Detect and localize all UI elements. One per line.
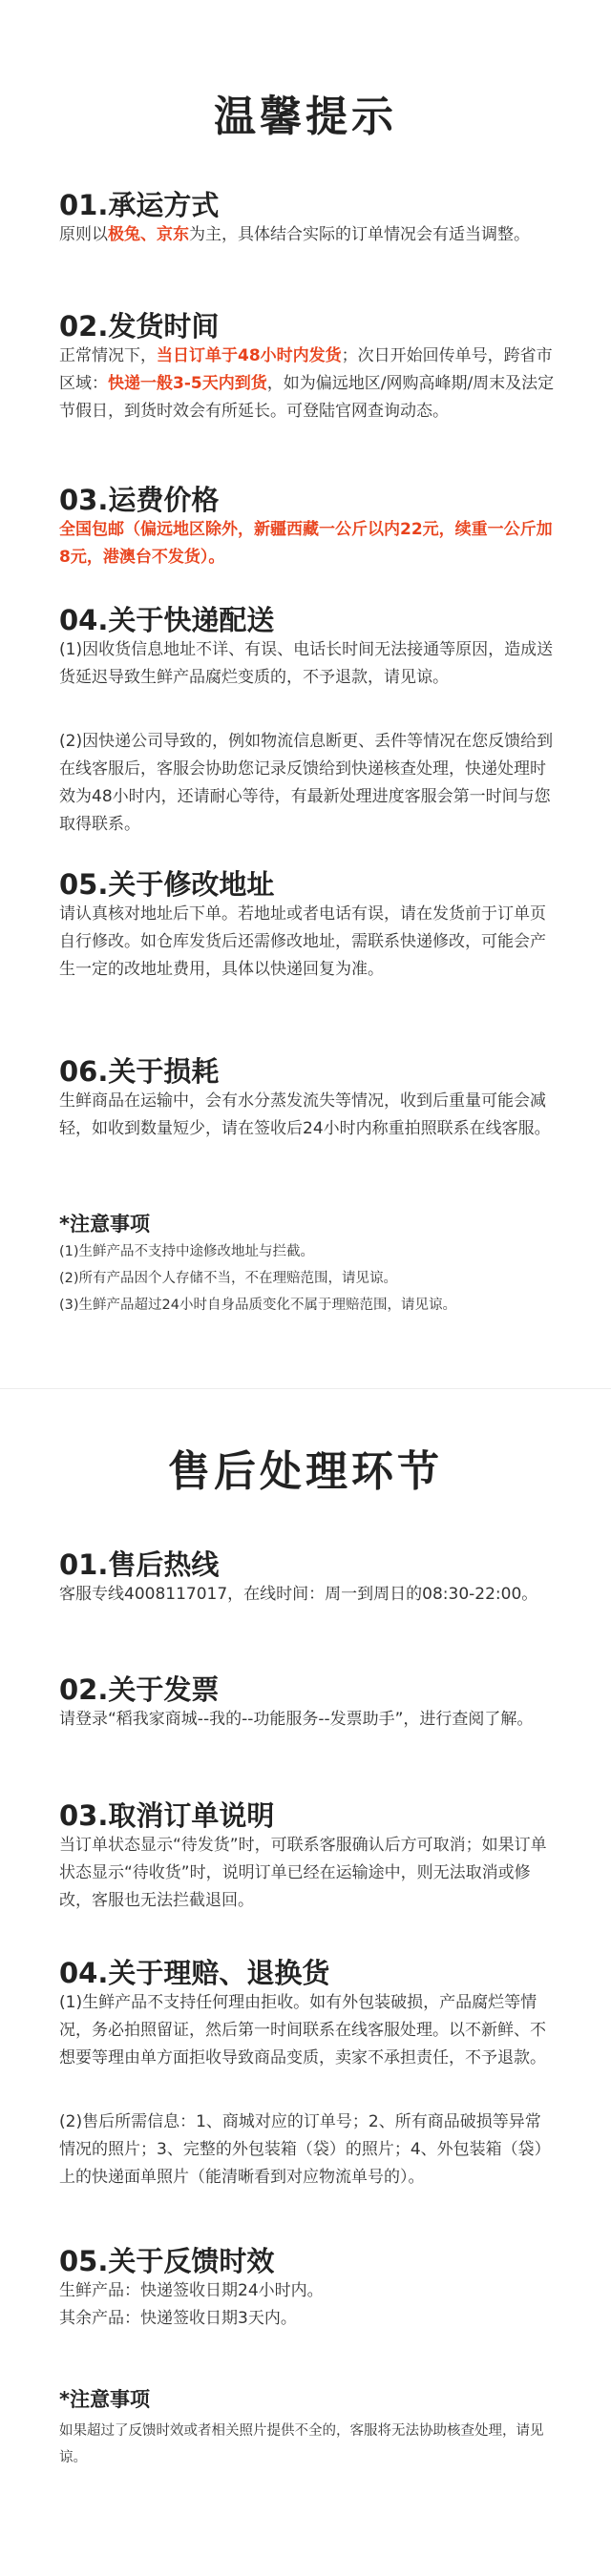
section-divider	[0, 1388, 611, 1389]
highlight-carriers: 极兔、京东	[108, 225, 189, 244]
section-title-tips: 温馨提示	[214, 93, 397, 141]
heading-feedback-time: 05.关于反馈时效	[59, 2245, 275, 2277]
heading-invoice: 02.关于发票	[59, 1673, 220, 1706]
text-delivery-2: (2)因快递公司导致的，例如物流信息断更、丢件等情况在您反馈给到在线客服后，客服会协助您记录反馈给到快递核查处理，快递处理时效为48小时内，还请耐心等待，有最新处理进度客服会第一时间与您取得联系。	[59, 732, 554, 834]
highlight-48h: 当日订单于48小时内发货	[157, 346, 342, 365]
text-loss: 生鲜商品在运输中，会有水分蒸发流失等情况，收到后重量可能会减轻，如收到数量短少，请在签收后24小时内称重拍照联系在线客服。	[59, 1091, 551, 1138]
section-title-after-sales: 售后处理环节	[168, 1447, 443, 1496]
heading-change-address: 05.关于修改地址	[59, 868, 275, 901]
heading-loss: 06.关于损耗	[59, 1055, 220, 1088]
text-feedback-fresh: 生鲜产品：快递签收日期24小时内。	[59, 2281, 324, 2300]
notes-line-3: (3)生鲜产品超过24小时自身品质变化不属于理赔范围，请见谅。	[59, 1298, 456, 1313]
text-change-address: 请认真核对地址后下单。若地址或者电话有误，请在发货前于订单页自行修改。如仓库发货后还需修改地址，需联系快递修改，可能会产生一定的改地址费用，具体以快递回复为准。	[59, 904, 546, 979]
notes-heading-1: *注意事项	[59, 1213, 150, 1236]
text-hotline: 客服专线4008117017，在线时间：周一到周日的08:30-22:00。	[59, 1585, 538, 1604]
notes-line-2: (2)所有产品因个人存储不当，不在理赔范围，请见谅。	[59, 1271, 398, 1286]
text-shipping-method: 原则以极兔、京东为主，具体结合实际的订单情况会有适当调整。	[59, 225, 530, 244]
text-delivery-time: 正常情况下，当日订单于48小时内发货；次日开始回传单号，跨省市区域：快递一般3-5天内到货，如为偏远地区/网购高峰期/周末及法定节假日，到货时效会有所延长。可登陆官网查询动态。	[59, 346, 555, 421]
text-cancel-order: 当订单状态显示“待发货”时，可联系客服确认后方可取消；如果订单状态显示“待收货”时，说明订单已经在运输途中，则无法取消或修改，客服也无法拦截退回。	[59, 1836, 547, 1910]
text-shipping-fee	[59, 516, 556, 571]
notes-text-2: 如果超过了反馈时效或者相关照片提供不全的，客服将无法协助核查处理，请见谅。	[59, 2423, 544, 2465]
text-claims-returns-2: (2)售后所需信息：1、商城对应的订单号；2、所有商品破损等异常情况的照片；3、完整的外包装箱（袋）的照片；4、外包装箱（袋）上的快递面单照片（能清晰看到对应物流单号的）。	[59, 2112, 551, 2187]
heading-shipping-method: 01.承运方式	[59, 189, 220, 221]
heading-cancel-order: 03.取消订单说明	[59, 1799, 275, 1832]
highlight-free-shipping: 全国包邮（偏远地区除外，新疆西藏一公斤以内22元，续重一公斤加8元，港澳台不发货）。	[59, 520, 553, 567]
notes-line-1: (1)生鲜产品不支持中途修改地址与拦截。	[59, 1244, 315, 1259]
text-feedback-other: 其余产品：快递签收日期3天内。	[59, 2309, 297, 2328]
highlight-3-5-days: 快递一般3-5天内到货	[108, 374, 267, 393]
text-claims-returns-1: (1)生鲜产品不支持任何理由拒收。如有外包装破损，产品腐烂等情况，务必拍照留证，然后第一时间联系在线客服处理。以不新鲜、不想要等理由单方面拒收导致商品变质，卖家不承担责任，不予退款。	[59, 1993, 546, 2067]
text-delivery-1: (1)因收货信息地址不详、有误、电话长时间无法接通等原因，造成送货延迟导致生鲜产品腐烂变质的，不予退款，请见谅。	[59, 640, 554, 687]
text-invoice: 请登录“稻我家商城--我的--功能服务--发票助手”，进行查阅了解。	[59, 1710, 534, 1729]
heading-delivery: 04.关于快递配送	[59, 604, 275, 636]
notes-heading-2: *注意事项	[59, 2388, 150, 2411]
heading-hotline: 01.售后热线	[59, 1548, 220, 1581]
heading-delivery-time: 02.发货时间	[59, 310, 220, 343]
heading-claims-returns: 04.关于理赔、退换货	[59, 1957, 330, 1989]
heading-shipping-fee: 03.运费价格	[59, 484, 220, 516]
